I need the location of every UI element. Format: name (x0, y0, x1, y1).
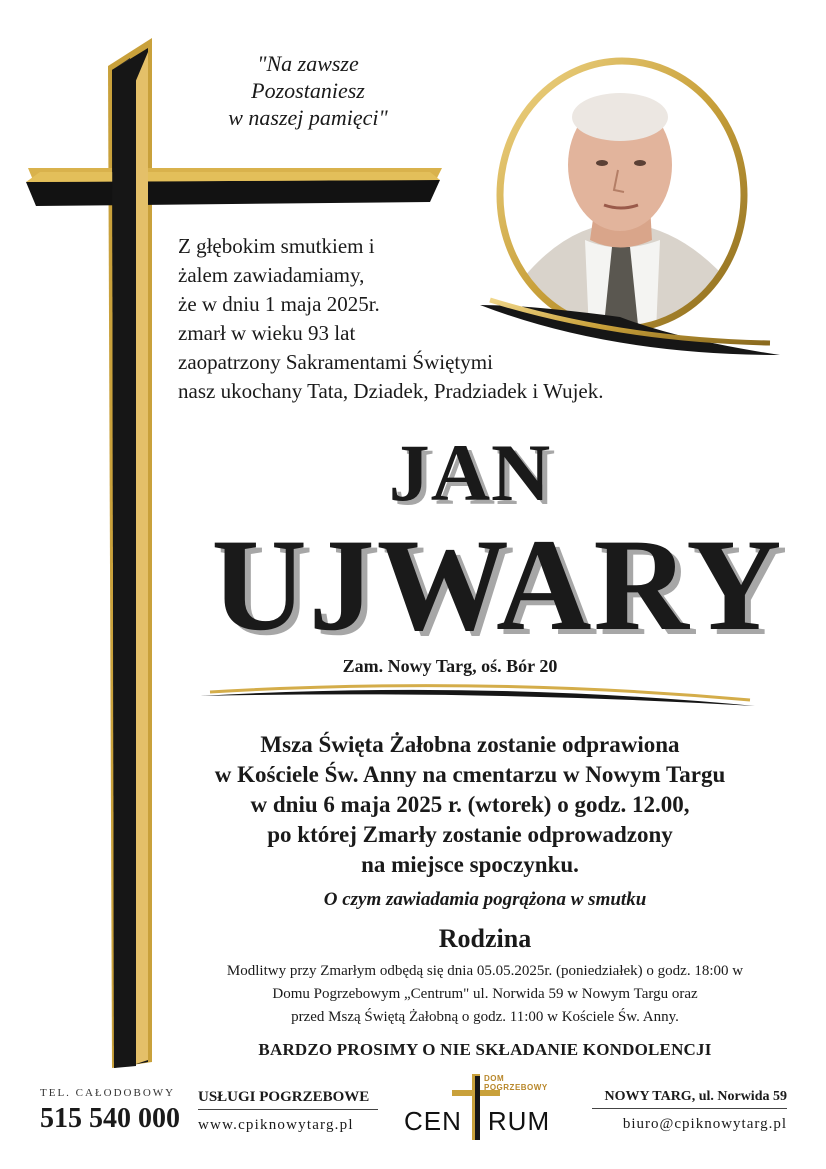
closing-line: O czym zawiadamia pogrążona w smutku (323, 889, 647, 910)
website-link[interactable]: www.cpiknowytarg.pl (198, 1117, 354, 1133)
prayer-line: przed Mszą Świętą Żałobną o godz. 11:00 w Kościele Św. Anny. (291, 1009, 679, 1025)
deceased-last-name: UJWARY (211, 511, 784, 658)
footer-phone-block (40, 1087, 180, 1135)
memorial-quote (218, 50, 398, 131)
quote-line: "Na zawsze (257, 51, 359, 76)
services-label: USŁUGI POGRZEBOWE (198, 1089, 378, 1110)
mass-line: w Kościele Św. Anny na cmentarzu w Nowym Targu (214, 762, 726, 787)
mass-line: po której Zmarły zostanie odprowadzony (267, 822, 673, 847)
mass-line: na miejsce spoczynku. (361, 852, 579, 877)
logo-brand-right: RUM (487, 1106, 551, 1136)
divider-swoosh (200, 684, 760, 714)
footer-services-block (198, 1089, 378, 1134)
intro-line: zaopatrzony Sakramentami Świętymi (178, 350, 493, 374)
prayer-line: Modlitwy przy Zmarłym odbędą się dnia 05.05.2025r. (poniedziałek) o godz. 18:00 w (226, 963, 744, 979)
logo-tagline (484, 1074, 548, 1092)
mass-line: w dniu 6 maja 2025 r. (wtorek) o godz. 12.00, (250, 792, 690, 817)
intro-line: zmarł w wieku 93 lat (178, 321, 356, 345)
logo-tagline-line: POGRZEBOWY (484, 1083, 548, 1092)
logo-tagline-line: DOM (484, 1074, 505, 1083)
intro-line: nasz ukochany Tata, Dziadek, Pradziadek i Wujek. (178, 379, 604, 403)
logo-brand (404, 1106, 550, 1137)
phone-number[interactable]: 515 540 000 (40, 1103, 180, 1134)
email-link[interactable]: biuro@cpiknowytarg.pl (622, 1116, 787, 1132)
quote-line: Pozostaniesz (251, 78, 365, 103)
family-signature: Rodzina (438, 924, 532, 953)
deceased-address: Zam. Nowy Targ, oś. Bór 20 (342, 656, 558, 676)
announcement-intro (178, 232, 648, 406)
centrum-logo (400, 1072, 570, 1142)
quote-line: w naszej pamięci" (228, 105, 388, 130)
footer-address-block (592, 1089, 787, 1133)
mass-line: Msza Święta Żałobna zostanie odprawiona (260, 732, 680, 757)
intro-line: Z głębokim smutkiem i (178, 234, 375, 258)
prayer-line: Domu Pogrzebowym „Centrum" ul. Norwida 59 w Nowym Targu oraz (272, 986, 698, 1002)
business-address: NOWY TARG, ul. Norwida 59 (592, 1089, 787, 1109)
deceased-first-name: JAN (388, 427, 552, 518)
prayer-details (190, 960, 780, 1029)
mass-details (150, 730, 790, 880)
intro-line: że w dniu 1 maja 2025r. (178, 292, 380, 316)
phone-label: TEL. CAŁODOBOWY (40, 1087, 176, 1099)
intro-line: żalem zawiadamiamy, (178, 263, 365, 287)
condolences-request: BARDZO PROSIMY O NIE SKŁADANIE KONDOLENCJI (258, 1040, 712, 1059)
logo-brand-left: CEN (404, 1106, 462, 1136)
